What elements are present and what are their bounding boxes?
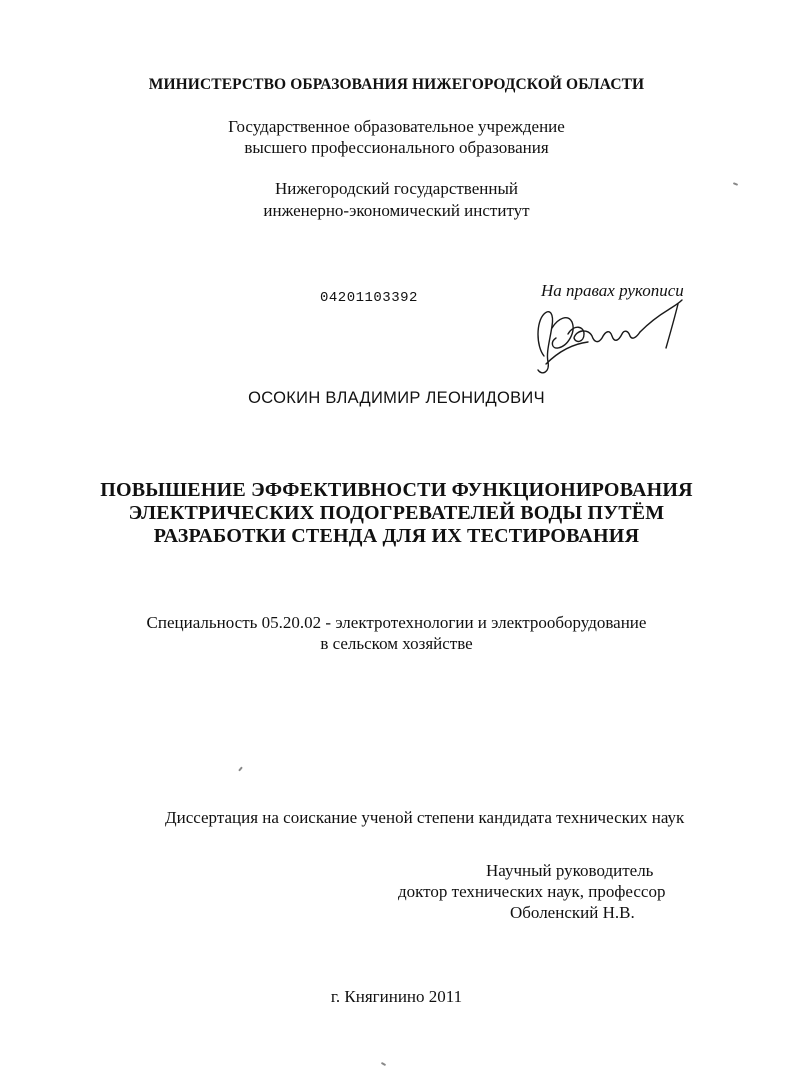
signature-stroke-flourish xyxy=(640,300,682,332)
author-name: ОСОКИН ВЛАДИМИР ЛЕОНИДОВИЧ xyxy=(248,389,545,407)
dissertation-title-line-1: ПОВЫШЕНИЕ ЭФФЕКТИВНОСТИ ФУНКЦИОНИРОВАНИЯ xyxy=(100,479,693,501)
supervisor-role: Научный руководитель xyxy=(486,861,654,880)
specialty-line-2: в сельском хозяйстве xyxy=(320,634,473,653)
institution-type-line-2: высшего профессионального образования xyxy=(244,138,549,157)
registration-number: 04201103392 xyxy=(320,290,418,306)
institute-name-line-1: Нижегородский государственный xyxy=(275,179,518,198)
dissertation-title-line-3: РАЗРАБОТКИ СТЕНДА ДЛЯ ИХ ТЕСТИРОВАНИЯ xyxy=(153,525,640,547)
institution-type-line-1: Государственное образовательное учреждение xyxy=(228,117,565,136)
degree-statement: Диссертация на соискание ученой степени кандидата технических наук xyxy=(165,808,685,827)
manuscript-note: На правах рукописи xyxy=(541,281,684,300)
signature-stroke-loop xyxy=(552,318,573,348)
ministry-heading: МИНИСТЕРСТВО ОБРАЗОВАНИЯ НИЖЕГОРОДСКОЙ ОБЛАСТИ xyxy=(148,76,645,93)
specialty-line-1: Специальность 05.20.02 - электротехнологии и электрооборудование xyxy=(146,613,647,632)
signature-stroke-initial xyxy=(538,312,553,373)
supervisor-title: доктор технических наук, профессор xyxy=(398,882,666,901)
institute-name-line-2: инженерно-экономический институт xyxy=(263,201,530,220)
city-year: г. Княгинино 2011 xyxy=(330,987,463,1006)
author-signature xyxy=(528,292,698,378)
signature-stroke-letters xyxy=(568,327,640,341)
dissertation-title-line-2: ЭЛЕКТРИЧЕСКИХ ПОДОГРЕВАТЕЛЕЙ ВОДЫ ПУТЁМ xyxy=(128,502,665,524)
scan-speck xyxy=(238,766,243,771)
scan-speck xyxy=(381,1062,386,1066)
supervisor-name: Оболенский Н.В. xyxy=(510,903,635,922)
